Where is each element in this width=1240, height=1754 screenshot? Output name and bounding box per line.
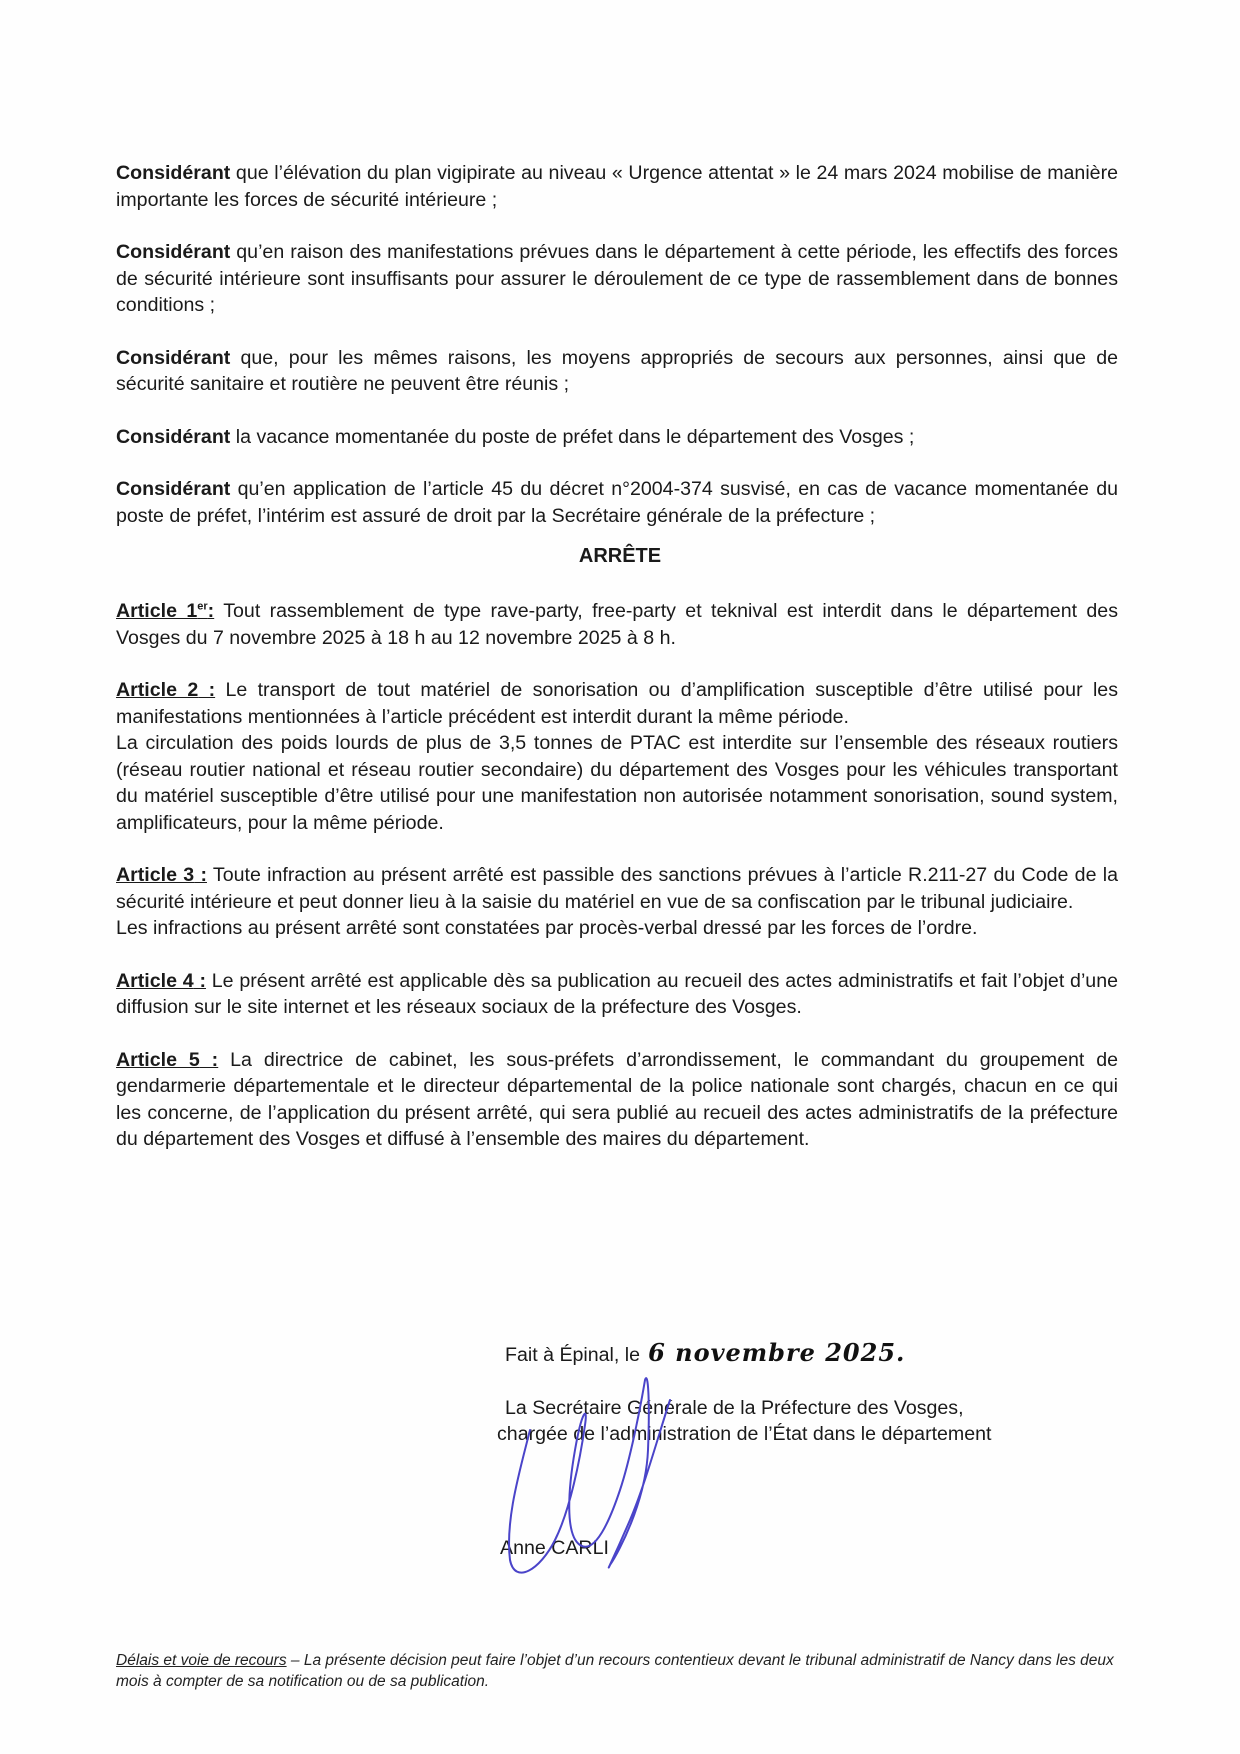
- article-3: Article 3 : Toute infraction au présent arrêté est passible des sanctions prévues à l’article R.211-27 du Code de la sécurité intérieure et peut donner lieu à la saisie du matériel en vue de sa confiscation par le tribunal judiciaire. Les infractions au présent arrêté sont constatées par procès-verbal dressé par les forces de l’ordre.: [116, 864, 1119, 939]
- signatory-name: Anne CARLI: [500, 1537, 609, 1559]
- article-5-label: Article 5 :: [116, 1048, 219, 1071]
- signature-place-date: Fait à Épinal, le 6 novembre 2025.: [505, 1338, 906, 1367]
- considerant-3: Considérant que, pour les mêmes raisons, les moyens appropriés de secours aux personnes, ainsi que de sécurité sanitaire et routière ne peuvent être réunis ;: [116, 346, 1118, 395]
- article-1: Article 1er: Tout rassemblement de type rave-party, free-party et teknival est interdit dans le département des Vosges du 7 novembre 2025 à 18 h au 12 novembre 2025 à 8 h.: [116, 600, 1118, 649]
- decision-title: ARRÊTE: [578, 545, 662, 567]
- considerant-4: Considérant la vacance momentanée du poste de préfet dans le département des Vosges ;: [116, 425, 915, 448]
- article-1-label: Article 1er:: [116, 600, 215, 622]
- considerant-5: Considérant qu’en application de l’article 45 du décret n°2004-374 susvisé, en cas de vacance momentanée du poste de préfet, l’intérim est assuré de droit par la Secrétaire générale de la préfecture ;: [116, 478, 1118, 527]
- signatory-role: La Secrétaire Générale de la Préfecture des Vosges, chargée de l’administration de l’État dans le département: [497, 1397, 992, 1445]
- article-4-label: Article 4 :: [116, 969, 206, 992]
- article-2-label: Article 2 :: [116, 679, 216, 701]
- handwritten-date: 6 novembre 2025.: [648, 1338, 906, 1367]
- appeal-notice: Délais et voie de recours – La présente décision peut faire l’objet d’un recours contentieux devant le tribunal administratif de Nancy dans les deux mois à compter de sa notification ou de sa publication.: [116, 1652, 1114, 1690]
- considerant-1: Considérant que l’élévation du plan vigipirate au niveau « Urgence attentat » le 24 mars 2024 mobilise de manière importante les forces de sécurité intérieure ;: [116, 162, 1118, 211]
- article-4: Article 4 : Le présent arrêté est applicable dès sa publication au recueil des actes administratifs et fait l’objet d’une diffusion sur le site internet et les réseaux sociaux de la préfecture des Vosges.: [116, 969, 1118, 1018]
- article-2: Article 2 : Le transport de tout matériel de sonorisation ou d’amplification susceptible d’être utilisé pour les manifestations mentionnées à l’article précédent est interdit durant la même période. La circulation des poids lourds de plus de 3,5 tonnes de PTAC est interdite sur l’ensemble des réseaux routiers (réseau routier national et réseau routier secondaire) du département des Vosges pour les véhicules transportant du matériel susceptible d’être utilisé pour une manifestation non autorisée notamment sonorisation, sound system, amplificateurs, pour la même période.: [116, 679, 1118, 834]
- articles-section: [116, 598, 1118, 1153]
- article-5: Article 5 : La directrice de cabinet, les sous-préfets d’arrondissement, le commandant du groupement de gendarmerie départementale et le directeur départemental de la police nationale sont chargés, chacun en ce qui les concerne, de l’application du présent arrêté, qui sera publié au recueil des actes administratifs de la préfecture du département des Vosges et diffusé à l’ensemble des maires du département.: [116, 1048, 1119, 1150]
- considerant-2: Considérant qu’en raison des manifestations prévues dans le département à cette période, les effectifs des forces de sécurité intérieure sont insuffisants pour assurer le déroulement de ce type de rassemblement dans de bonnes conditions ;: [116, 241, 1118, 316]
- considerants-section: [116, 160, 1118, 529]
- article-3-label: Article 3 :: [116, 864, 207, 886]
